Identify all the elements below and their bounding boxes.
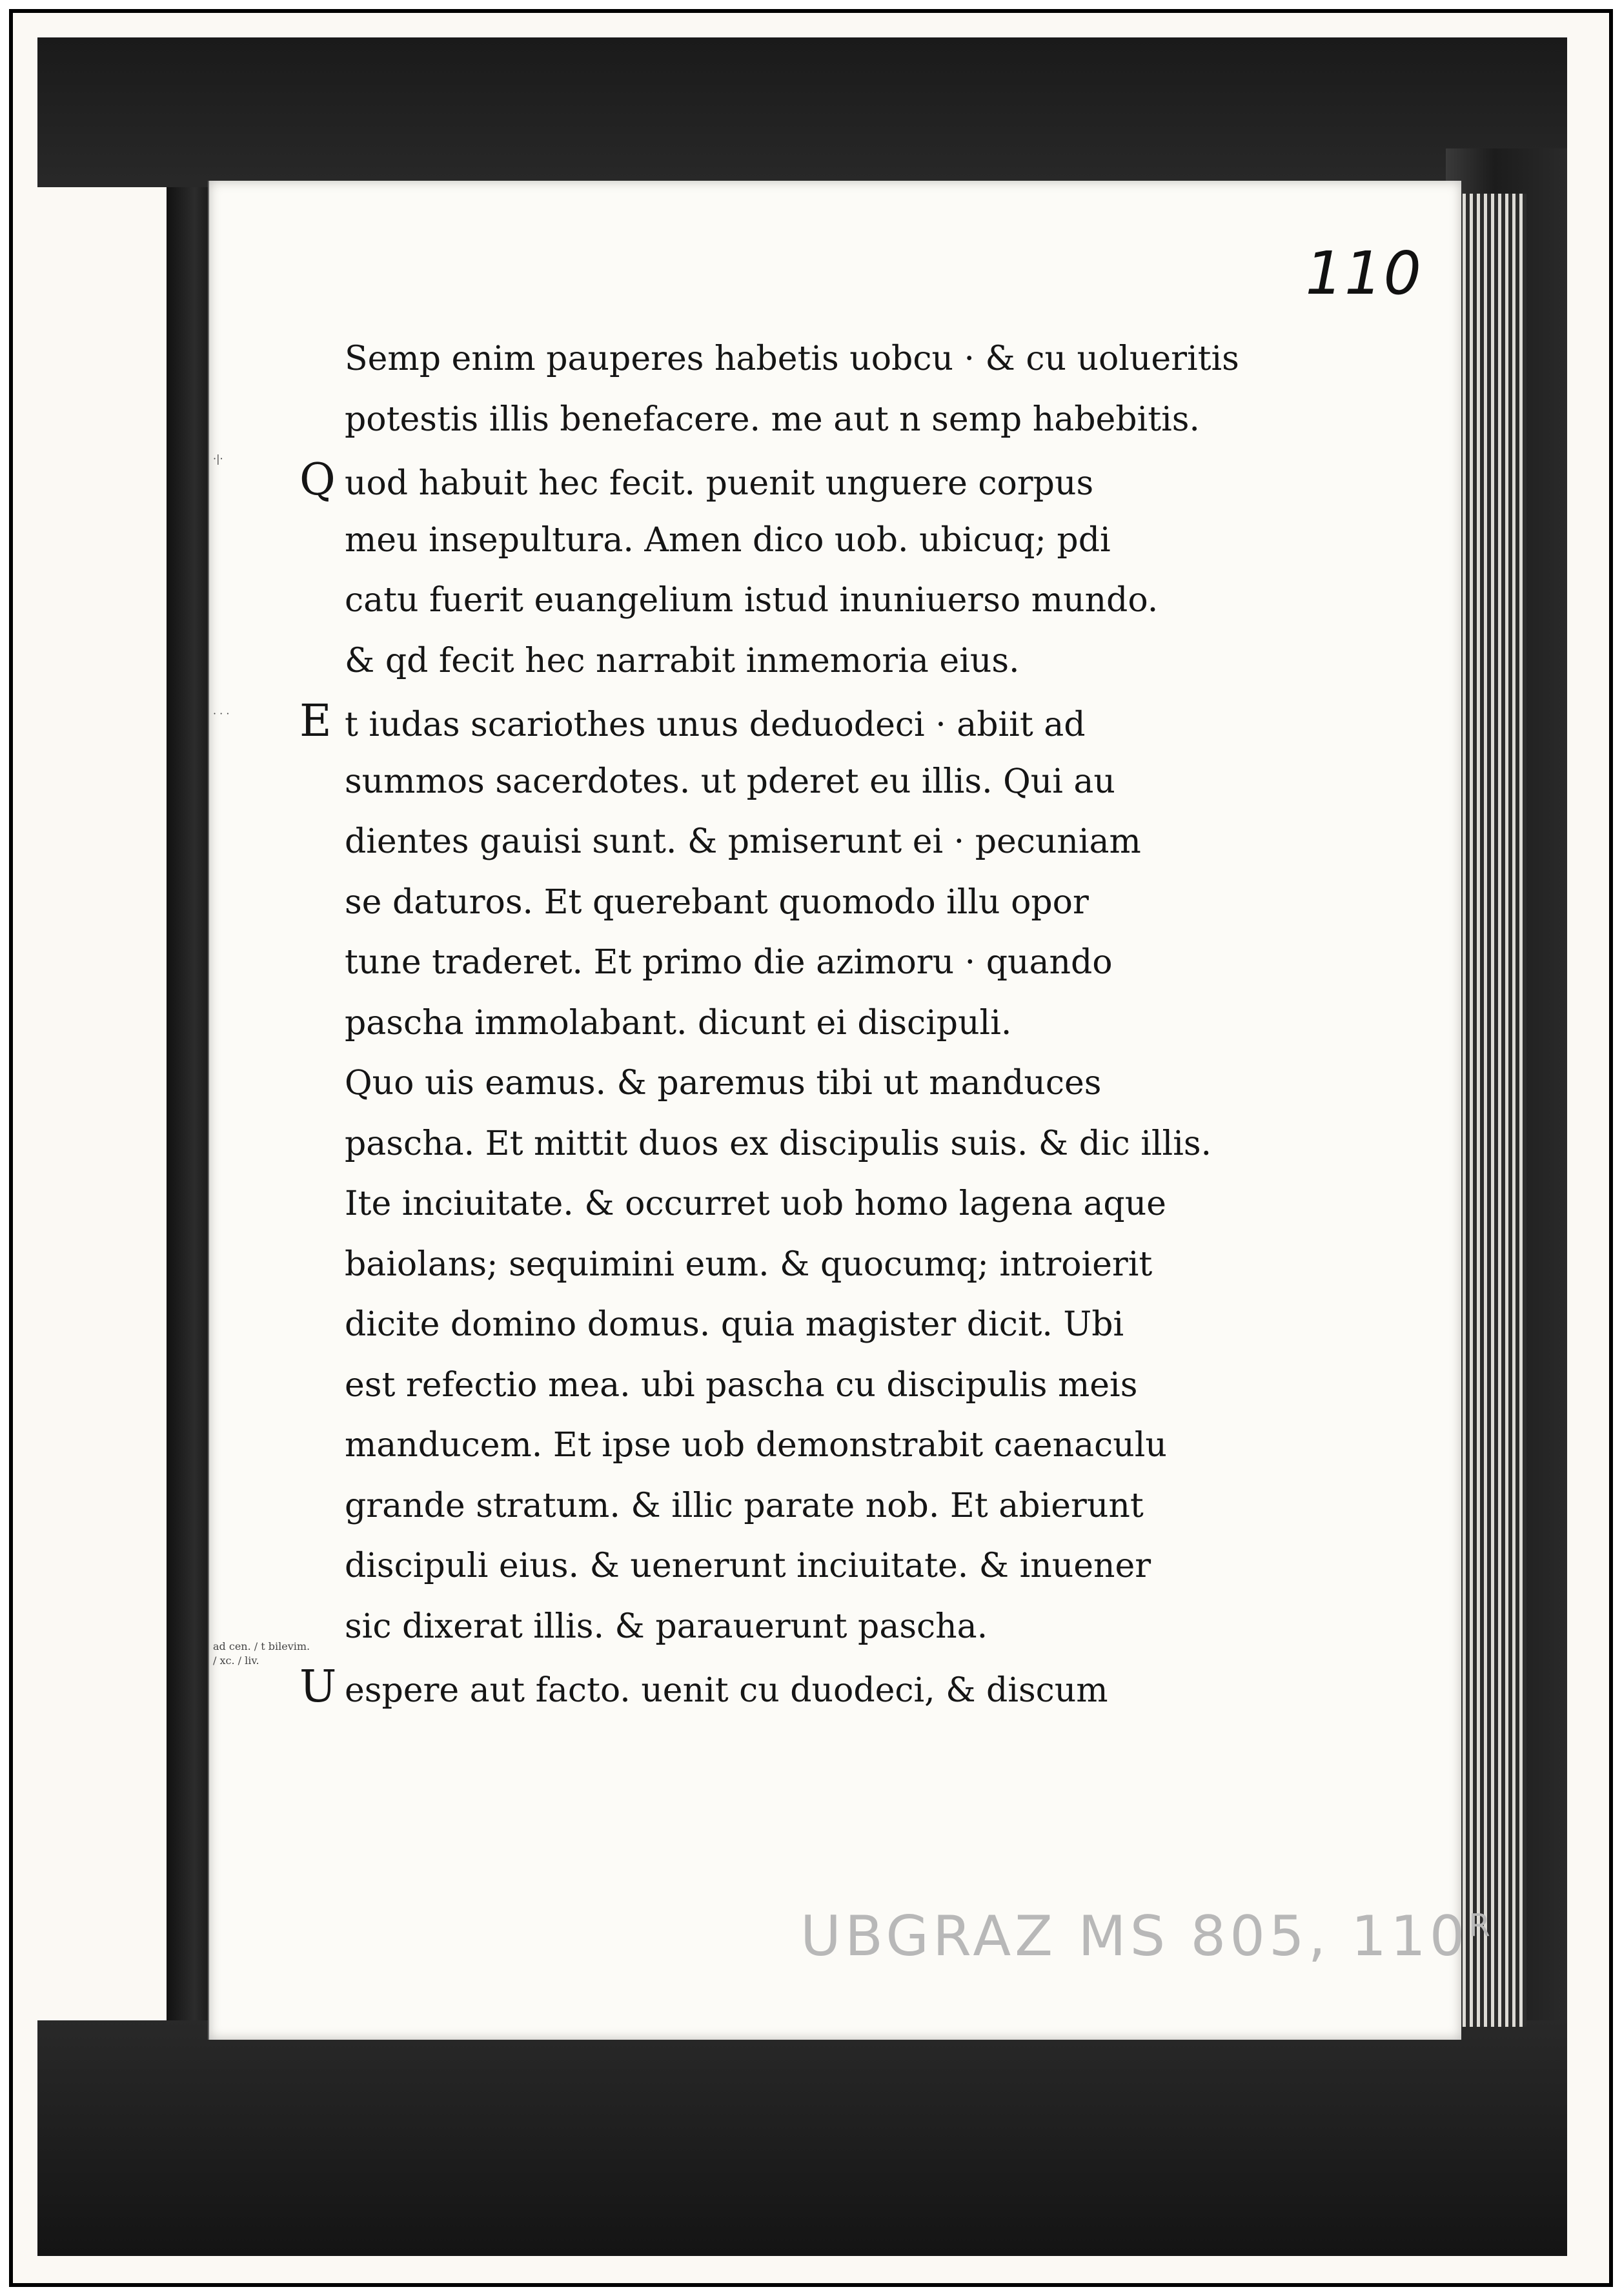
line-text: & qd fecit hec narrabit inmemoria eius. xyxy=(345,641,1020,680)
line-text: grande stratum. & illic parate nob. Et abierunt xyxy=(345,1486,1144,1525)
facing-page-edge xyxy=(14,187,171,2020)
text-line xyxy=(345,1476,1403,1537)
text-line xyxy=(345,1295,1403,1356)
initial-letter: Q xyxy=(299,454,336,505)
text-line xyxy=(299,691,1403,752)
text-line xyxy=(345,1114,1403,1175)
line-text: uod habuit hec fecit. puenit unguere corpus xyxy=(345,464,1094,503)
line-text: pascha immolabant. dicunt ei discipuli. xyxy=(345,1003,1012,1042)
line-text: meu insepultura. Amen dico uob. ubicuq; pdi xyxy=(345,520,1111,560)
text-line xyxy=(345,752,1403,813)
text-line xyxy=(299,1657,1403,1718)
text-line xyxy=(299,450,1403,511)
library-shelfmark xyxy=(800,1904,1494,1969)
text-line xyxy=(345,329,1403,390)
line-text: pascha. Et mittit duos ex discipulis suis. & dic illis. xyxy=(345,1124,1212,1163)
line-text: se daturos. Et querebant quomodo illu opor xyxy=(345,882,1089,922)
initial-letter: E xyxy=(299,696,332,747)
text-line xyxy=(345,390,1403,451)
folio-number: 110 xyxy=(1305,239,1423,308)
text-line xyxy=(345,1235,1403,1295)
text-line xyxy=(345,812,1403,873)
line-text: Semp enim pauperes habetis uobcu · & cu uolueritis xyxy=(345,340,1239,378)
line-text: Quo uis eamus. & paremus tibi ut manduces xyxy=(345,1064,1102,1102)
line-text: potestis illis benefacere. me aut n semp habebitis. xyxy=(345,400,1200,439)
text-line xyxy=(345,933,1403,993)
text-line xyxy=(345,993,1403,1054)
line-text: est refectio mea. ubi pascha cu discipulis meis xyxy=(345,1365,1138,1405)
line-text: tune traderet. Et primo die azimoru · quando xyxy=(345,943,1113,982)
line-text: discipuli eius. & uenerunt inciuitate. & inuener xyxy=(345,1547,1151,1585)
text-line xyxy=(345,1416,1403,1476)
text-line xyxy=(345,1536,1403,1597)
text-line xyxy=(345,1356,1403,1416)
text-line xyxy=(345,1174,1403,1235)
text-line xyxy=(345,631,1403,692)
margin-note: · · · xyxy=(213,707,230,720)
line-text: catu fuerit euangelium istud inuniuerso mundo. xyxy=(345,581,1159,620)
line-text: manducem. Et ipse uob demonstrabit caenaculu xyxy=(345,1426,1167,1465)
manuscript-page xyxy=(208,181,1461,2040)
book-gutter xyxy=(167,187,213,2020)
page-stack-edges xyxy=(1455,194,1526,2027)
dark-background-top xyxy=(37,37,1567,202)
shelfmark-recto-mark: R xyxy=(1468,1907,1494,1944)
line-text: summos sacerdotes. ut pderet eu illis. Qui au xyxy=(345,762,1115,801)
line-text: t iudas scariothes unus deduodeci · abiit ad xyxy=(345,706,1086,744)
text-line xyxy=(345,873,1403,933)
text-line xyxy=(345,511,1403,571)
line-text: dientes gauisi sunt. & pmiserunt ei · pecuniam xyxy=(345,822,1141,861)
line-text: dicite domino domus. quia magister dicit. Ubi xyxy=(345,1305,1124,1344)
margin-note: ·|· xyxy=(213,452,223,465)
line-text: Ite inciuitate. & occurret uob homo lagena aque xyxy=(345,1184,1166,1223)
manuscript-text xyxy=(299,329,1403,1718)
margin-note: ad cen. / t bilevim. / xc. / liv. xyxy=(213,1640,310,1667)
text-line xyxy=(345,1053,1403,1114)
line-text: sic dixerat illis. & parauerunt pascha. xyxy=(345,1607,988,1646)
initial-letter: U xyxy=(299,1661,337,1712)
line-text: baiolans; sequimini eum. & quocumq; introierit xyxy=(345,1245,1153,1284)
line-text: espere aut facto. uenit cu duodeci, & discum xyxy=(345,1671,1108,1710)
text-line xyxy=(345,571,1403,631)
shelfmark-text: UBGRAZ MS 805, 110 xyxy=(800,1904,1469,1969)
text-line xyxy=(345,1597,1403,1658)
